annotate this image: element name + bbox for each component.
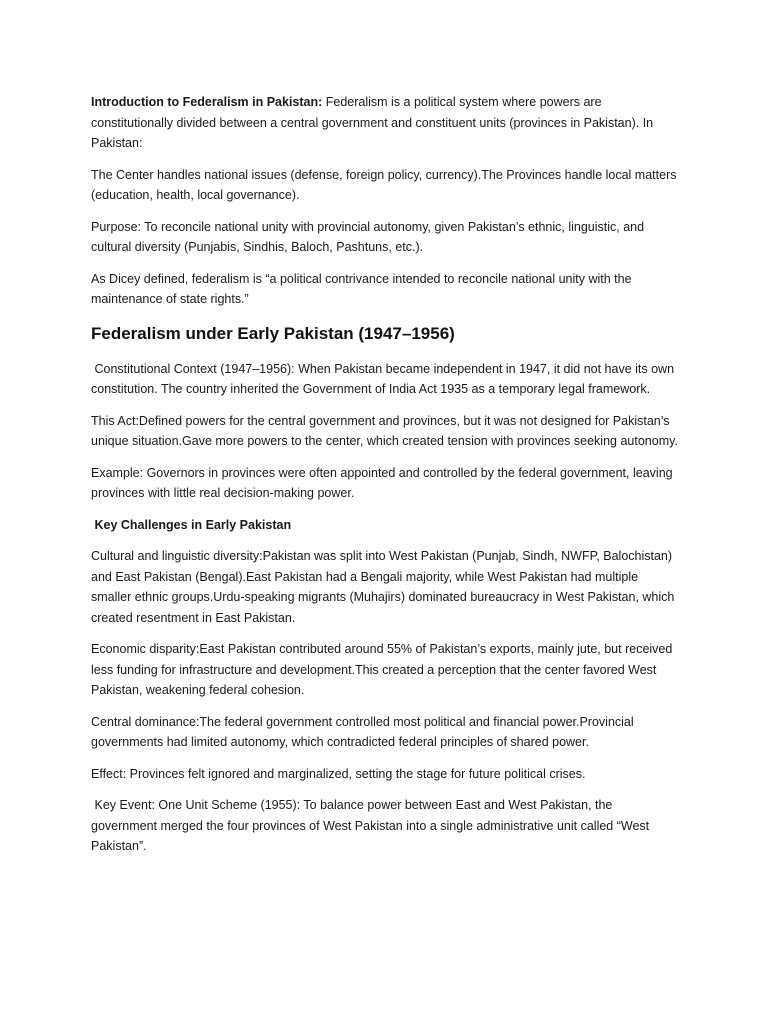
- act-paragraph: This Act:Defined powers for the central government and provinces, but it was not designed for Pakistan’s unique situation.Gave more powers to the center, which created tension with provinces seeking autonomy.: [91, 413, 678, 448]
- cultural-paragraph: Cultural and linguistic diversity:Pakistan was split into West Pakistan (Punjab, Sindh, NWFP, Balochistan) and East Pakistan (Bengal).East Pakistan had a Bengali majority, while West Pakistan had multiple smaller ethnic groups.Urdu-speaking migrants (Muhajirs) dominated bureaucracy in West Pakistan, which created resentment in East Pakistan.: [91, 549, 675, 625]
- key-challenges-heading: Key Challenges in Early Pakistan: [91, 517, 292, 532]
- intro-paragraph: [91, 92, 681, 154]
- key-event-paragraph: Key Event: One Unit Scheme (1955): To balance power between East and West Pakistan, the government merged the four provinces of West Pakistan into a single administrative unit called “West Pakistan”.: [91, 798, 653, 853]
- document-page: [91, 92, 681, 868]
- context-paragraph: Constitutional Context (1947–1956): When Pakistan became independent in 1947, it did not have its own constitution. The country inherited the Government of India Act 1935 as a temporary legal framework.: [91, 361, 678, 396]
- effect-paragraph: Effect: Provinces felt ignored and marginalized, setting the stage for future political crises.: [91, 766, 586, 781]
- purpose-paragraph: Purpose: To reconcile national unity with provincial autonomy, given Pakistan’s ethnic, linguistic, and cultural diversity (Punjabis, Sindhis, Baloch, Pashtuns, etc.).: [91, 219, 645, 254]
- section-heading: Federalism under Early Pakistan (1947–1956): [91, 323, 455, 343]
- example-paragraph: Example: Governors in provinces were often appointed and controlled by the federal government, leaving provinces with little real decision-making power.: [91, 465, 673, 500]
- intro-heading: Introduction to Federalism in Pakistan:: [91, 95, 323, 109]
- economic-paragraph: Economic disparity:East Pakistan contributed around 55% of Pakistan’s exports, mainly jute, but received less funding for infrastructure and development.This created a perception that the center favored West Pakistan, weakening federal cohesion.: [91, 642, 673, 697]
- central-paragraph: Central dominance:The federal government controlled most political and financial power.Provincial governments had limited autonomy, which contradicted federal principles of shared power.: [91, 714, 634, 749]
- dicey-paragraph: As Dicey defined, federalism is “a political contrivance intended to reconcile national unity with the maintenance of state rights.”: [91, 271, 632, 306]
- intro-text: Federalism is a political system where powers are constitutionally divided between a central government and constituent units (provinces in Pakistan). In Pakistan:: [91, 95, 654, 150]
- center-paragraph: The Center handles national issues (defense, foreign policy, currency).The Provinces handle local matters (education, health, local governance).: [91, 167, 677, 202]
